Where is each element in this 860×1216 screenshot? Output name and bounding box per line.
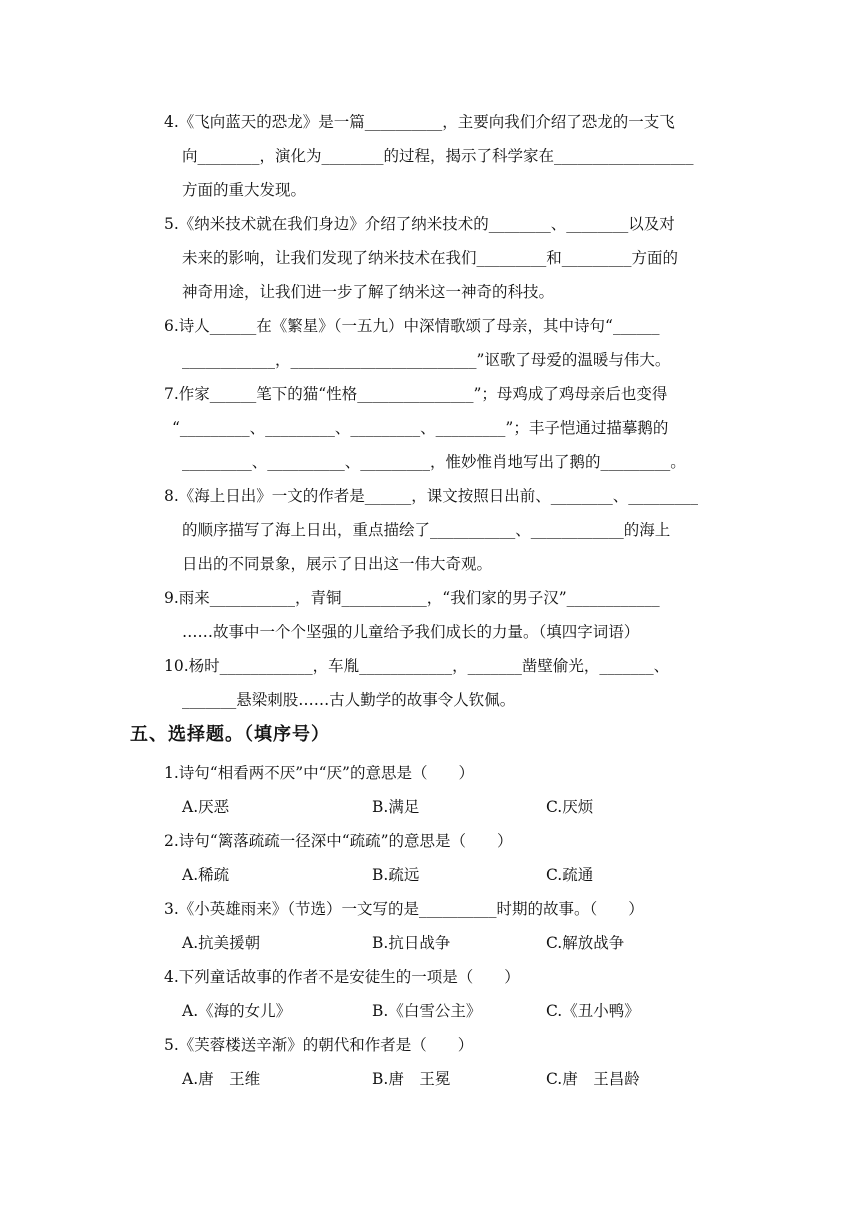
option-b[interactable]: B.满足	[372, 798, 420, 816]
question-stem: 5.《芙蓉楼送辛渐》的朝代和作者是（ ）	[164, 1036, 474, 1054]
fill-question-5	[164, 207, 732, 309]
option-c[interactable]: C.《丑小鸭》	[546, 1002, 640, 1020]
option-b[interactable]: B.《白雪公主》	[372, 1002, 482, 1020]
option-row	[164, 1062, 724, 1096]
option-c[interactable]: C.解放战争	[546, 934, 625, 952]
option-row	[164, 790, 724, 824]
option-c[interactable]: C.疏通	[546, 866, 594, 884]
option-a[interactable]: A.唐 王维	[182, 1070, 261, 1088]
question-line: ____________，________________________”讴歌了母爱的温暖与伟大。	[182, 351, 671, 369]
option-a[interactable]: A.厌恶	[182, 798, 230, 816]
question-line: 4.《飞向蓝天的恐龙》是一篇__________，主要向我们介绍了恐龙的一支飞	[164, 113, 675, 131]
option-row	[164, 926, 724, 960]
question-line: 7.作家______笔下的猫“性格_______________”；母鸡成了鸡母亲后也变得	[164, 385, 668, 403]
question-line: ……故事中一个个坚强的儿童给予我们成长的力量。（填四字词语）	[182, 623, 640, 641]
option-b[interactable]: B.疏远	[372, 866, 420, 884]
section-title: 五、选择题。（填序号）	[130, 724, 330, 745]
option-a[interactable]: A.《海的女儿》	[182, 1002, 292, 1020]
fill-question-4	[164, 105, 732, 207]
question-stem: 3.《小英雄雨来》（节选）一文写的是__________时期的故事。（ ）	[164, 900, 644, 918]
fill-question-9	[164, 581, 732, 649]
fill-question-7	[164, 377, 732, 479]
fill-question-10	[164, 649, 732, 717]
choice-question-4	[164, 960, 724, 1028]
option-c[interactable]: C.厌烦	[546, 798, 594, 816]
choice-question-2	[164, 824, 724, 892]
question-line: 9.雨来___________，青铜___________，“我们家的男子汉”____________	[164, 589, 660, 607]
choice-question-5	[164, 1028, 724, 1096]
question-line: 8.《海上日出》一文的作者是______，课文按照日出前、________、_________	[164, 487, 699, 505]
question-line: 未来的影响，让我们发现了纳米技术在我们_________和_________方面的	[182, 249, 679, 267]
question-line: 5.《纳米技术就在我们身边》介绍了纳米技术的________、________以及对	[164, 215, 675, 233]
option-row	[164, 858, 724, 892]
option-a[interactable]: A.抗美援朝	[182, 934, 261, 952]
question-line: _________、__________、_________，惟妙惟肖地写出了鹅的_________。	[182, 453, 686, 471]
question-stem: 2.诗句“篱落疏疏一径深中“疏疏”的意思是（ ）	[164, 832, 513, 850]
question-line: 6.诗人______在《繁星》（一五九）中深情歌颂了母亲，其中诗句“______	[164, 317, 660, 335]
fill-question-6	[164, 309, 732, 377]
question-line: _______悬梁刺股……古人勤学的故事令人钦佩。	[182, 691, 516, 709]
fill-question-8	[164, 479, 732, 581]
question-line: 神奇用途，让我们进一步了解了纳米这一神奇的科技。	[182, 283, 555, 301]
option-a[interactable]: A.稀疏	[182, 866, 230, 884]
question-line: 日出的不同景象，展示了日出这一伟大奇观。	[182, 555, 493, 573]
choice-question-3	[164, 892, 724, 960]
option-c[interactable]: C.唐 王昌龄	[546, 1070, 640, 1088]
choice-question-1	[164, 756, 724, 824]
question-stem: 4.下列童话故事的作者不是安徒生的一项是（ ）	[164, 968, 520, 986]
question-line: 的顺序描写了海上日出，重点描绘了___________、____________的海上	[182, 521, 671, 539]
question-line: 方面的重大发现。	[182, 181, 307, 199]
question-line: “_________、_________、_________、_________”；丰子恺通过描摹鹅的	[172, 419, 669, 437]
option-row	[164, 994, 724, 1028]
question-line: 10.杨时____________，车胤____________，_______凿壁偷光，_______、	[164, 657, 670, 675]
option-b[interactable]: B.唐 王冕	[372, 1070, 451, 1088]
question-stem: 1.诗句“相看两不厌”中“厌”的意思是（ ）	[164, 764, 474, 782]
question-line: 向________，演化为________的过程，揭示了科学家在__________________	[182, 147, 694, 165]
option-b[interactable]: B.抗日战争	[372, 934, 451, 952]
